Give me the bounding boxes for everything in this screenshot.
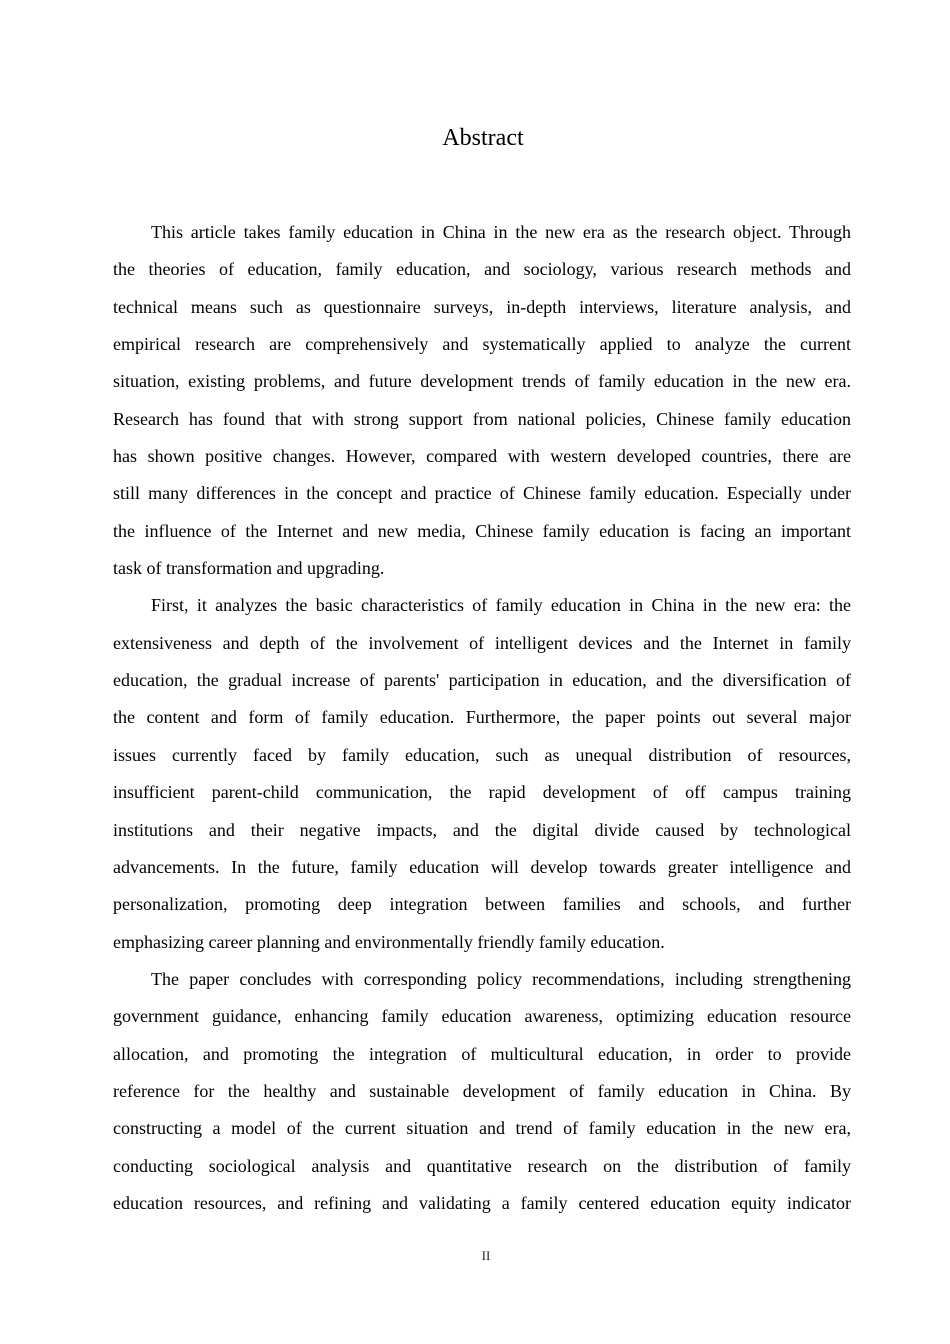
paragraph-line: advancements. In the future, family education will develop towards greater intelligence and	[113, 856, 851, 877]
paragraph-line: technical means such as questionnaire surveys, in-depth interviews, literature analysis, and	[113, 296, 851, 317]
paragraph-line: The paper concludes with corresponding policy recommendations, including strengthening	[151, 968, 851, 989]
paragraph-2	[113, 590, 851, 963]
paragraph-line: Research has found that with strong support from national policies, Chinese family education	[113, 408, 851, 429]
paragraph-line: personalization, promoting deep integration between families and schools, and further	[113, 894, 851, 915]
paragraph-line: still many differences in the concept and practice of Chinese family education. Especially under	[113, 483, 851, 504]
paragraph-line: has shown positive changes. However, compared with western developed countries, there are	[113, 446, 851, 467]
paragraph-line: insufficient parent-child communication, the rapid development of off campus training	[113, 782, 851, 803]
paragraph-line: task of transformation and upgrading.	[113, 558, 385, 579]
paragraph-line: the theories of education, family education, and sociology, various research methods and	[113, 259, 851, 280]
abstract-body	[113, 217, 851, 1225]
paragraph-line: allocation, and promoting the integration of multicultural education, in order to provide	[113, 1043, 851, 1064]
paragraph-line: the content and form of family education. Furthermore, the paper points out several major	[113, 707, 851, 728]
paragraph-line: This article takes family education in China in the new era as the research object. Through	[151, 222, 851, 242]
abstract-title: Abstract	[442, 125, 524, 151]
paragraph-line: constructing a model of the current situation and trend of family education in the new era,	[113, 1118, 851, 1139]
paragraph-line: situation, existing problems, and future development trends of family education in the new era.	[113, 371, 851, 392]
paragraph-3	[113, 964, 851, 1225]
paragraph-line: empirical research are comprehensively and systematically applied to analyze the current	[113, 334, 851, 355]
paragraph-line: government guidance, enhancing family education awareness, optimizing education resource	[113, 1006, 851, 1027]
paragraph-1	[113, 217, 851, 590]
paragraph-line: education resources, and refining and validating a family centered education equity indicator	[113, 1192, 851, 1213]
paragraph-line: First, it analyzes the basic characteristics of family education in China in the new era: the	[151, 595, 851, 616]
paragraph-line: the influence of the Internet and new media, Chinese family education is facing an important	[113, 520, 851, 541]
paragraph-line: extensiveness and depth of the involvement of intelligent devices and the Internet in family	[113, 632, 851, 653]
paragraph-line: institutions and their negative impacts, and the digital divide caused by technological	[113, 819, 851, 840]
paragraph-line: emphasizing career planning and environmentally friendly family education.	[113, 931, 665, 952]
paragraph-line: issues currently faced by family education, such as unequal distribution of resources,	[113, 744, 851, 765]
page-number: II	[481, 1248, 491, 1263]
paragraph-line: education, the gradual increase of parents' participation in education, and the diversification of	[113, 670, 851, 691]
paragraph-line: reference for the healthy and sustainable development of family education in China. By	[113, 1080, 851, 1101]
paragraph-line: conducting sociological analysis and quantitative research on the distribution of family	[113, 1155, 851, 1176]
